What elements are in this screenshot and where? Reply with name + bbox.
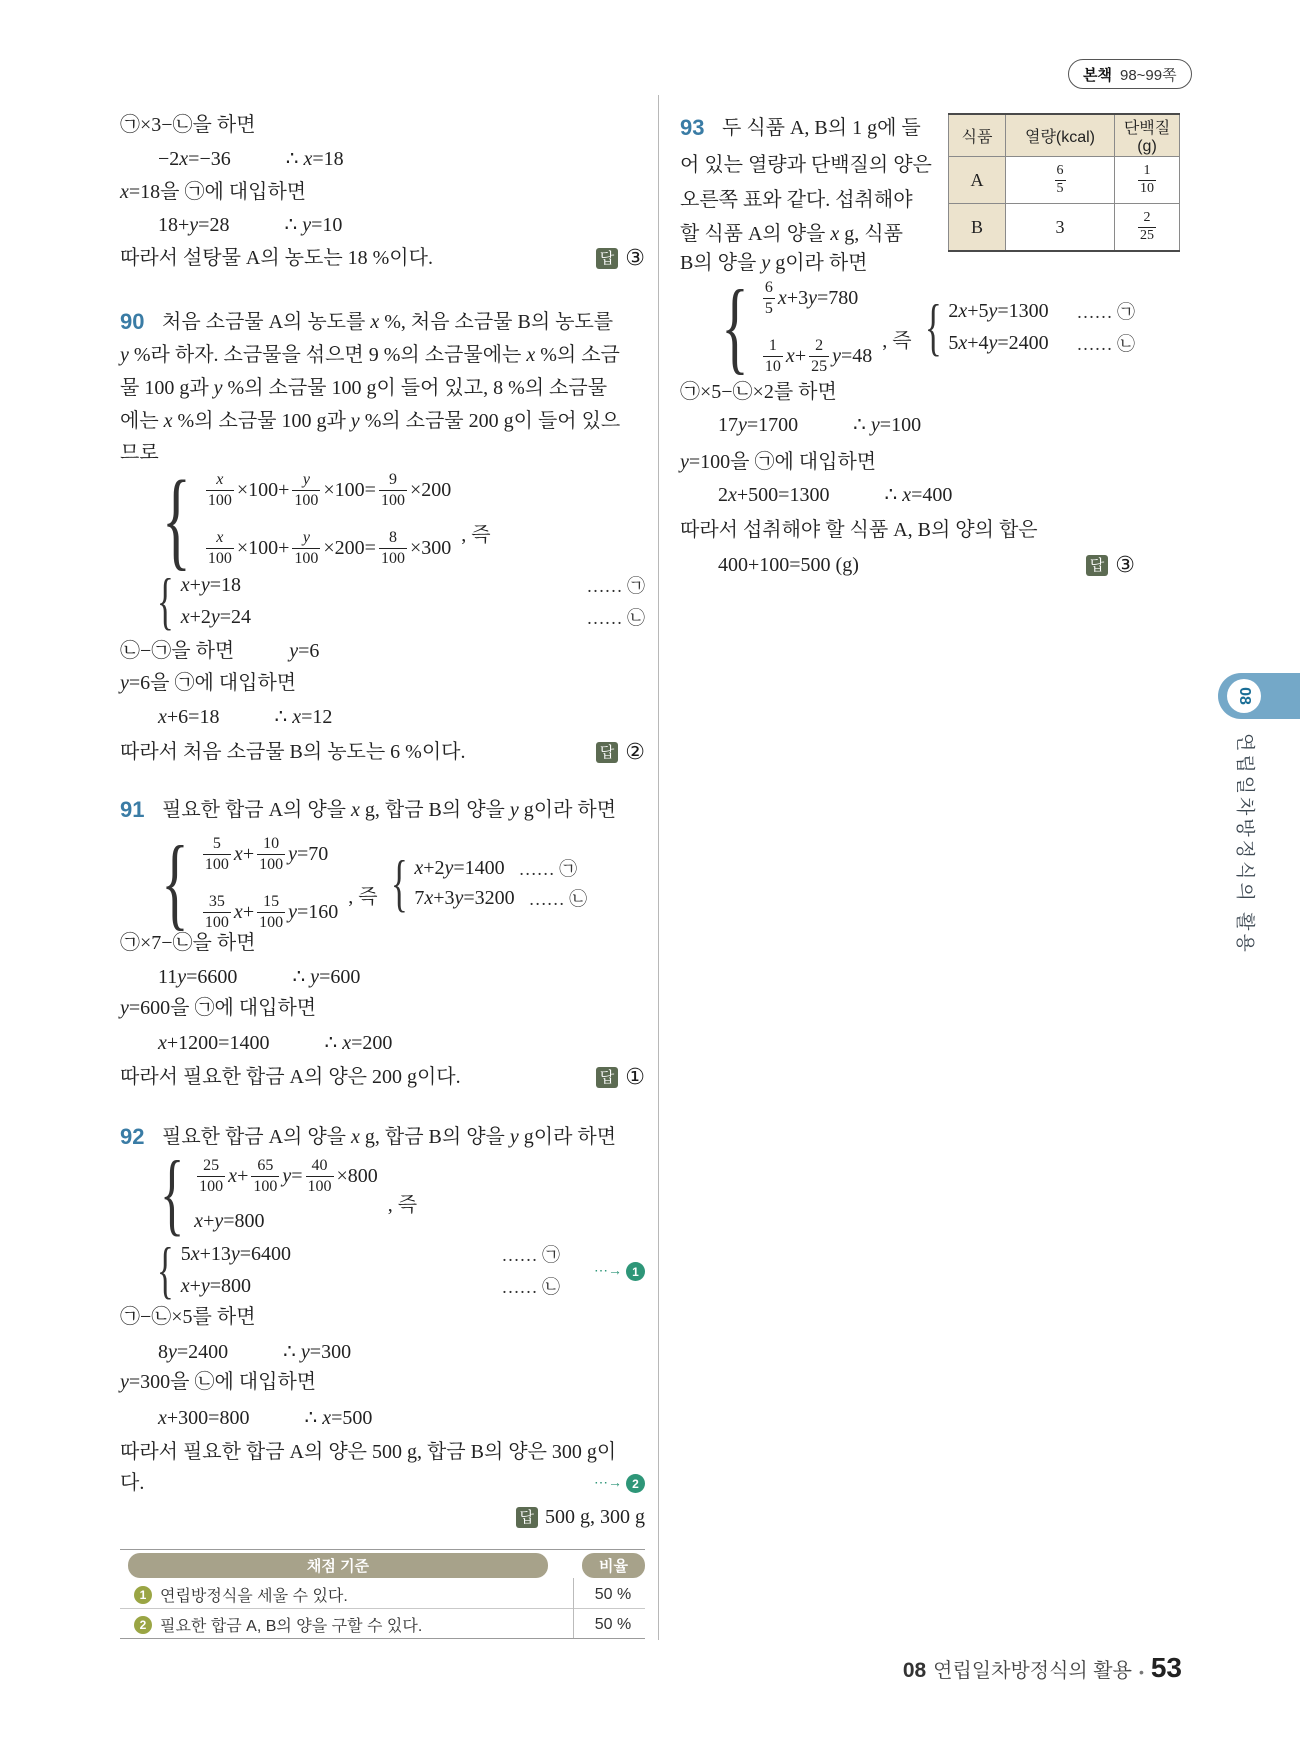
equation: x+y=18 …… ㉠ <box>180 573 645 596</box>
problem-text: B의 양을 y g이라 하면 <box>680 252 868 274</box>
footer-chapter-number: 08 <box>902 1659 927 1682</box>
chapter-tab-circle <box>1227 679 1261 713</box>
equation-system <box>710 269 1135 385</box>
brace: { <box>161 457 191 580</box>
equation: $\frac{5}{100}$ x+ $\frac{10}{100}$ y=70 <box>204 835 329 873</box>
equation: $\frac{25}{100}$ x+ $\frac{65}{100}$ y= $\frac{40}{100}$ ×800 <box>199 1157 378 1195</box>
solution-line: 따라서 설탕물 A의 농도는 18 %이다. <box>120 247 433 269</box>
solution-line: ㉠×7−㉡을 하면 <box>120 932 256 954</box>
equation: 5x+4y=2400 …… ㉡ <box>948 331 1135 354</box>
problem-text: 어 있는 열량과 단백질의 양은 <box>680 154 932 176</box>
answer-icon: 답 <box>596 248 619 269</box>
equation: 7x+3y=3200 …… ㉡ <box>414 886 588 909</box>
solution-line: x+1200=1400 ∴ x=200 <box>158 1032 393 1054</box>
table-row <box>949 204 1180 252</box>
equation: x+2y=24 …… ㉡ <box>180 605 645 628</box>
equation: 5x+13y=6400 …… ㉠ <box>180 1242 560 1265</box>
equation-tag: …… ㉡ <box>528 889 588 909</box>
equation-tag: …… ㉡ <box>501 1277 560 1297</box>
step-marker-2 <box>594 1474 645 1493</box>
dashed-arrow-icon: ⋯→ <box>594 1264 622 1279</box>
solution-line: −2x=−36 ∴ x=18 <box>158 148 344 170</box>
solution-line: ㉡−㉠을 하면 y=6 <box>120 640 320 662</box>
equation-tag: …… ㉠ <box>518 859 578 879</box>
grading-column-rule <box>573 1578 574 1638</box>
solution-line: y=300을 ㉡에 대입하면 <box>120 1371 317 1393</box>
equation-tag: …… ㉠ <box>1076 302 1135 322</box>
left-column <box>120 0 645 1754</box>
problem-text: 에는 x %의 소금물 100 g과 y %의 소금물 200 g이 들어 있으 <box>120 410 621 432</box>
answer-badge <box>1086 552 1135 579</box>
problem-text: 처음 소금물 A의 농도를 x %, 처음 소금물 B의 농도를 <box>162 311 614 333</box>
footer-page-number: 53 <box>1150 1652 1182 1683</box>
equation-tag: …… ㉡ <box>1076 334 1135 354</box>
brace: { <box>161 825 189 941</box>
answer-icon: 답 <box>596 742 619 763</box>
criterion-number: 1 <box>134 1586 152 1604</box>
answer-icon: 답 <box>516 1507 539 1528</box>
problem-text: 두 식품 A, B의 1 g에 들 <box>722 117 921 139</box>
jeuk-connector: , 즉 <box>348 885 378 908</box>
answer-choice: ③ <box>625 246 645 271</box>
brace: { <box>156 1234 174 1306</box>
badge-page-range: 98~99쪽 <box>1119 66 1177 84</box>
dashed-arrow-icon: ⋯→ <box>594 1476 622 1491</box>
equation: $\frac{35}{100}$ x+ $\frac{15}{100}$ y=160 <box>204 893 339 931</box>
equation-system <box>150 825 588 941</box>
answer-badge <box>516 1504 646 1531</box>
cell-protein-b: $\frac{2}{25}$ <box>1115 204 1180 252</box>
answer-badge <box>596 245 645 272</box>
equation-system <box>150 565 645 637</box>
criterion-text: 필요한 합금 A, B의 양을 구할 수 있다. <box>160 1618 423 1635</box>
solution-line: ㉠×3−㉡을 하면 <box>120 114 256 136</box>
solution-line: ㉠−㉡×5를 하면 <box>120 1306 256 1328</box>
problem-text: 할 식품 A의 양을 x g, 식품 <box>680 223 903 245</box>
criterion-ratio: 50 % <box>594 1586 632 1603</box>
grading-row-rule <box>120 1608 645 1609</box>
problem-number: 92 <box>120 1124 145 1149</box>
answer-badge <box>596 739 645 766</box>
brace: { <box>924 291 942 363</box>
equation: 2x+5y=1300 …… ㉠ <box>948 299 1135 322</box>
equation: $\frac{x}{100}$ ×100+ $\frac{y}{100}$ ×200= $\frac{8}{100}$ ×300 <box>207 529 452 567</box>
equation-system <box>150 457 491 580</box>
cell-kcal-b: 3 <box>1006 204 1115 252</box>
criterion-ratio: 50 % <box>594 1616 632 1633</box>
cell-kcal-a: $\frac{6}{5}$ <box>1006 157 1115 204</box>
answer-badge <box>596 1064 645 1091</box>
grading-row <box>134 1610 422 1639</box>
page-footer <box>903 1652 1182 1684</box>
equation-tag: …… ㉡ <box>586 608 645 628</box>
jeuk-connector: , 즉 <box>387 1193 418 1216</box>
equation: x+y=800 <box>194 1209 265 1232</box>
equation: $\frac{x}{100}$ ×100+ $\frac{y}{100}$ ×100= $\frac{9}{100}$ ×200 <box>207 471 452 509</box>
equation: x+y=800 …… ㉡ <box>180 1274 560 1297</box>
problem-text: 오른쪽 표와 같다. 섭취해야 <box>680 189 913 211</box>
solution-line: 다. <box>120 1472 145 1494</box>
solution-line: 따라서 처음 소금물 B의 농도는 6 %이다. <box>120 741 466 763</box>
answer-choice: ② <box>625 740 645 765</box>
chapter-number: 08 <box>1235 687 1253 705</box>
problem-text: y %라 하자. 소금물을 섞으면 9 %의 소금물에는 x %의 소금 <box>120 344 620 366</box>
nutrition-table <box>948 113 1180 252</box>
answer-icon: 답 <box>1086 555 1109 576</box>
brace: { <box>721 269 749 385</box>
problem-number: 91 <box>120 797 145 822</box>
answer-icon: 답 <box>596 1067 619 1088</box>
answer-choice: ① <box>625 1065 645 1090</box>
grading-row <box>134 1580 348 1609</box>
solution-line: y=600을 ㉠에 대입하면 <box>120 997 317 1019</box>
problem-text: 필요한 합금 A의 양을 x g, 합금 B의 양을 y g이라 하면 <box>162 799 617 821</box>
row-label: B <box>949 204 1006 252</box>
equation: $\frac{6}{5}$ x+3y=780 <box>764 279 859 317</box>
solution-line: x+300=800 ∴ x=500 <box>158 1407 373 1429</box>
step-marker-1 <box>594 1262 645 1281</box>
grading-ratio-header: 비율 <box>582 1553 645 1578</box>
solution-line: y=100을 ㉠에 대입하면 <box>680 451 877 473</box>
problem-number: 93 <box>680 115 705 140</box>
jeuk-connector: , 즉 <box>461 523 491 546</box>
answer-choice: ③ <box>1115 553 1135 578</box>
chapter-tab-label: 연립일차방정식의 활용 <box>1234 733 1255 955</box>
problem-text: 필요한 합금 A의 양을 x g, 합금 B의 양을 y g이라 하면 <box>162 1126 617 1148</box>
solution-line: 11y=6600 ∴ y=600 <box>158 966 361 988</box>
solution-line: y=6을 ㉠에 대입하면 <box>120 672 297 694</box>
equation-system <box>150 1141 418 1244</box>
equation-tag: …… ㉠ <box>501 1245 560 1265</box>
brace: { <box>156 565 174 637</box>
equation-system <box>150 1234 645 1306</box>
solution-line: x=18을 ㉠에 대입하면 <box>120 181 307 203</box>
equation: $\frac{1}{10}$ x+ $\frac{2}{25}$ y=48 <box>764 337 873 375</box>
solution-line: 2x+500=1300 ∴ x=400 <box>718 484 953 506</box>
step-number: 2 <box>626 1474 645 1493</box>
footer-bullet: • <box>1138 1664 1144 1680</box>
col-header-protein: 단백질(g) <box>1115 114 1180 157</box>
grading-table-bottom-rule <box>120 1638 645 1639</box>
brace: { <box>390 847 408 919</box>
col-header-calories: 열량(kcal) <box>1006 114 1115 157</box>
criterion-number: 2 <box>134 1616 152 1634</box>
step-number: 1 <box>626 1262 645 1281</box>
col-header-food: 식품 <box>949 114 1006 157</box>
row-label: A <box>949 157 1006 204</box>
column-divider <box>658 95 659 1640</box>
solution-line: 17y=1700 ∴ y=100 <box>718 414 922 436</box>
solution-line: 8y=2400 ∴ y=300 <box>158 1341 352 1363</box>
problem-text: 므로 <box>120 442 159 464</box>
grading-table-top-rule <box>120 1549 645 1550</box>
table-row <box>949 157 1180 204</box>
cell-protein-a: $\frac{1}{10}$ <box>1115 157 1180 204</box>
problem-text: 물 100 g과 y %의 소금물 100 g이 들어 있고, 8 %의 소금물 <box>120 377 608 399</box>
solution-line: 따라서 필요한 합금 A의 양은 500 g, 합금 B의 양은 300 g이 <box>120 1441 617 1463</box>
criterion-text: 연립방정식을 세울 수 있다. <box>160 1588 348 1605</box>
solution-line: ㉠×5−㉡×2를 하면 <box>680 381 837 403</box>
table-header-row <box>949 114 1180 157</box>
solution-line: 따라서 섭취해야 할 식품 A, B의 양의 합은 <box>680 519 1038 541</box>
solution-line: x+6=18 ∴ x=12 <box>158 706 333 728</box>
answer-text: 500 g, 300 g <box>545 1506 645 1528</box>
solution-line: 18+y=28 ∴ y=10 <box>158 214 343 236</box>
jeuk-connector: , 즉 <box>882 329 912 352</box>
equation: x+2y=1400 …… ㉠ <box>414 856 578 879</box>
solution-line: 따라서 필요한 합금 A의 양은 200 g이다. <box>120 1066 461 1088</box>
footer-chapter-title: 연립일차방정식의 활용 <box>933 1660 1132 1682</box>
solution-line: 400+100=500 (g) <box>718 554 859 576</box>
grading-header: 채점 기준 <box>128 1553 548 1578</box>
equation-tag: …… ㉠ <box>586 576 645 596</box>
brace: { <box>159 1141 185 1244</box>
badge-bold-label: 본책 <box>1083 66 1112 84</box>
problem-number: 90 <box>120 309 145 334</box>
